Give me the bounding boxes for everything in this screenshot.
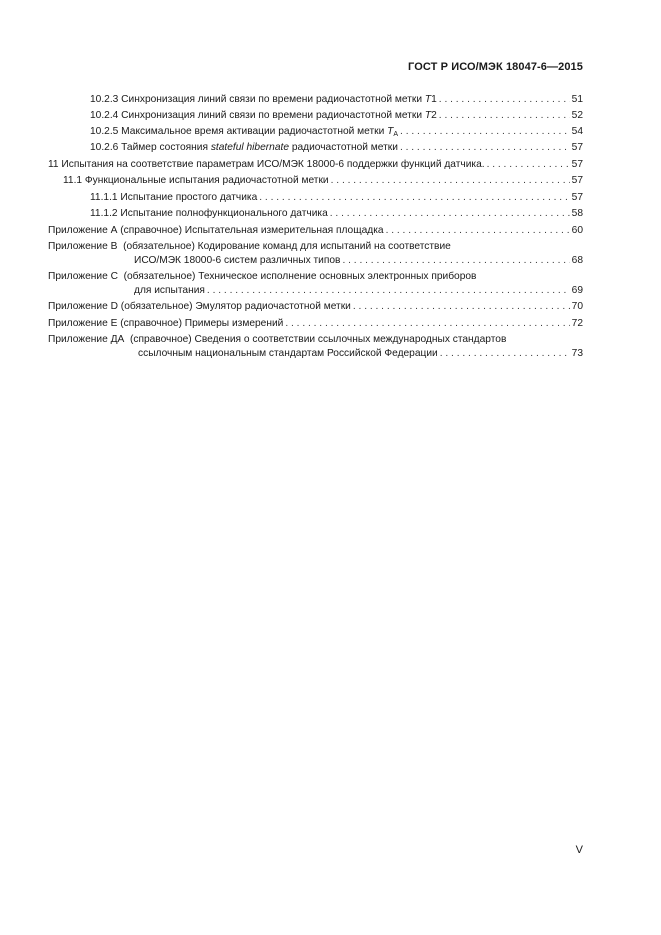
toc-page: 52 [571,110,583,121]
appendix-label: Приложение D [48,301,118,312]
leader-dots [330,207,570,220]
toc-title-continued: ссылочным национальным стандартам Российской Федерации [138,348,438,359]
toc-title: (обязательное) Техническое исполнение основных электронных приборов [123,271,477,282]
toc-page: 57 [571,175,583,186]
toc-page: 70 [571,301,583,312]
toc-title: Синхронизация линий связи по времени радиочастотной метки Т1 [121,94,437,105]
toc-number: 10.2.3 [90,94,119,105]
toc-entry-11[interactable] [48,158,583,171]
leader-dots [439,93,570,106]
toc-page: 60 [571,225,583,236]
toc-page: 51 [571,94,583,105]
leader-dots [285,317,569,330]
toc-entry-11-1-1[interactable] [90,191,583,204]
leader-dots [440,347,570,360]
toc-number: 11 [48,159,59,170]
leader-dots [259,191,569,204]
toc-title-continued: ИСО/МЭК 18000-6 систем различных типов [134,255,341,266]
appendix-label: Приложение Е [48,318,118,329]
appendix-label: Приложение С [48,271,118,282]
toc-number: 11.1.1 [90,192,118,203]
toc-page: 57 [571,159,583,170]
toc-number: 10.2.6 [90,142,119,153]
toc-number: 11.1.2 [90,208,118,219]
toc-title: Максимальное время активации радиочастотной метки $Т_А$ [121,126,399,138]
toc-title-continued: для испытания [134,285,205,296]
toc-entry-appendix-a[interactable] [48,224,583,237]
toc-entry-11-1-2[interactable] [90,207,583,220]
leader-dots [342,254,569,267]
leader-dots [439,109,570,122]
toc-number: 11.1 [63,175,83,186]
toc-title: (справочное) Испытательная измерительная площадка [120,225,384,236]
leader-dots [400,141,570,154]
leader-dots [353,300,570,313]
toc-title: (справочное) Примеры измерений [120,318,284,329]
toc-entry-10-2-5[interactable] [90,125,583,141]
appendix-label: Приложение А [48,225,118,236]
toc-entry-appendix-da[interactable] [138,347,583,360]
leader-dots [400,125,570,138]
toc-entry-10-2-3[interactable] [90,93,583,106]
toc-number: 10.2.5 [90,126,119,137]
toc-title: (справочное) Сведения о соответствии ссылочных международных стандартов [129,334,507,345]
leader-dots [386,224,570,237]
toc-page: 57 [571,142,583,153]
toc-page: 54 [571,126,583,137]
toc-entry-appendix-b[interactable] [134,254,583,267]
toc-page: 73 [571,348,583,359]
toc-page: 58 [571,208,583,219]
toc-entry-10-2-6[interactable] [90,141,583,154]
toc-entry-10-2-4[interactable] [90,109,583,122]
appendix-label: Приложение ДА [48,334,125,345]
toc-entry-11-1[interactable] [63,174,583,187]
leader-dots [331,174,570,187]
toc-entry-appendix-c-line1[interactable] [48,270,476,283]
toc-title: Функциональные испытания радиочастотной метки [84,175,329,186]
toc-page: 69 [571,285,583,296]
leader-dots [207,284,570,297]
toc-title: (обязательное) Эмулятор радиочастотной метки [120,301,351,312]
toc-page: 72 [571,318,583,329]
toc-page: 68 [571,255,583,266]
toc-entry-appendix-e[interactable] [48,317,583,330]
toc-page: 57 [571,192,583,203]
toc-entry-appendix-c[interactable] [134,284,583,297]
leader-dots [487,158,570,171]
toc-title: Испытания на соответствие параметрам ИСО/МЭК 18000-6 поддержки функций датчика. [61,159,485,170]
page-number: V [575,844,583,856]
toc-entry-appendix-d[interactable] [48,300,583,313]
appendix-label: Приложение В [48,241,118,252]
toc-title: Синхронизация линий связи по времени радиочастотной метки Т2 [121,110,437,121]
toc-number: 10.2.4 [90,110,119,121]
toc-title: (обязательное) Кодирование команд для испытаний на соответствие [123,241,451,252]
document-header: ГОСТ Р ИСО/МЭК 18047-6—2015 [408,61,583,73]
toc-entry-appendix-da-line1[interactable] [48,333,506,346]
toc-entry-appendix-b-line1[interactable] [48,240,451,253]
toc-title: Испытание полнофункционального датчика [120,208,328,219]
toc-title: Таймер состояния stateful hibernate радиочастотной метки [121,142,398,153]
toc-title: Испытание простого датчика [120,192,258,203]
